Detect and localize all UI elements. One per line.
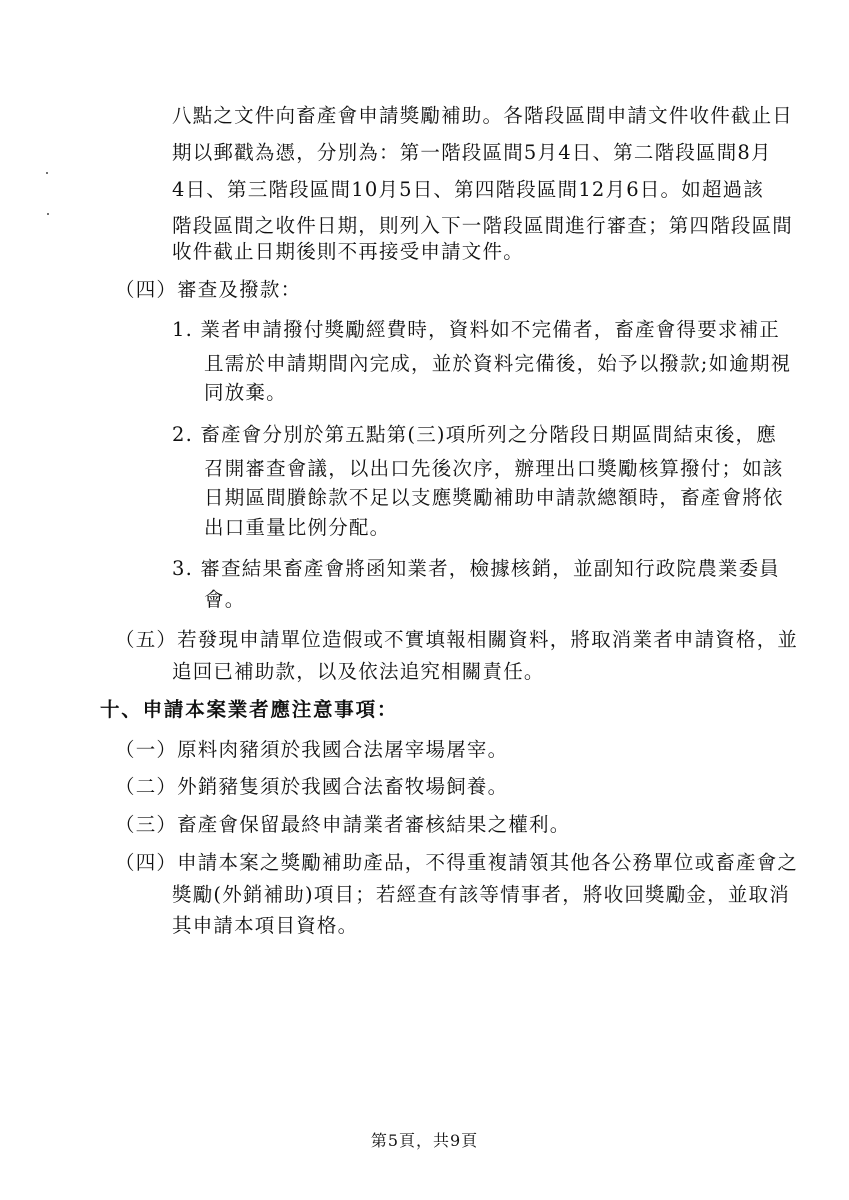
paragraph-line: 出口重量比例分配。 — [204, 516, 391, 539]
paragraph-line: 4日、第三階段區間10月5日、第四階段區間12月6日。如超過該 — [172, 178, 765, 201]
scan-speck — [47, 213, 49, 215]
paragraph-line: 日期區間賸餘款不足以支應獎勵補助申請款總額時，畜產會將依 — [204, 486, 784, 509]
page-number-footer: 第5頁，共9頁 — [370, 1131, 479, 1150]
paragraph-line: 階段區間之收件日期，則列入下一階段區間進行審查；第四階段區間 — [172, 214, 794, 237]
paragraph-line: 召開審查會議，以出口先後次序，辦理出口獎勵核算撥付；如該 — [204, 457, 784, 480]
list-item-1: 1. 業者申請撥付獎勵經費時，資料如不完備者，畜產會得要求補正 — [172, 318, 781, 341]
notice-item-4: （四）申請本案之獎勵補助產品，不得重複請領其他各公務單位或畜產會之 — [115, 851, 799, 874]
list-item-2: 2. 畜產會分別於第五點第(三)項所列之分階段日期區間結束後，應 — [172, 423, 777, 446]
paragraph-line: 追回已補助款，以及依法追究相關責任。 — [172, 660, 545, 683]
notice-item-3: （三）畜產會保留最終申請業者審核結果之權利。 — [115, 813, 571, 836]
paragraph-line: 期以郵戳為憑，分別為：第一階段區間5月4日、第二階段區間8月 — [172, 141, 772, 164]
chapter-heading-10: 十、申請本案業者應注意事項： — [100, 698, 399, 721]
paragraph-line: 會。 — [204, 588, 246, 611]
paragraph-line: 獎勵(外銷補助)項目；若經查有該等情事者，將收回獎勵金，並取消 — [172, 883, 790, 906]
section-heading-5: （五）若發現申請單位造假或不實填報相關資料，將取消業者申請資格，並 — [115, 628, 799, 651]
scan-speck — [46, 172, 48, 174]
notice-item-1: （一）原料肉豬須於我國合法屠宰場屠宰。 — [115, 738, 509, 761]
notice-item-2: （二）外銷豬隻須於我國合法畜牧場飼養。 — [115, 775, 509, 798]
paragraph-line: 收件截止日期後則不再接受申請文件。 — [172, 240, 524, 263]
paragraph-line: 其申請本項目資格。 — [172, 914, 359, 937]
paragraph-line: 同放棄。 — [204, 381, 287, 404]
paragraph-line: 且需於申請期間內完成，並於資料完備後，始予以撥款;如逾期視 — [204, 352, 792, 375]
section-heading-4: （四）審查及撥款： — [115, 278, 302, 301]
paragraph-line: 八點之文件向畜產會申請獎勵補助。各階段區間申請文件收件截止日 — [172, 104, 794, 127]
list-item-3: 3. 審查結果畜產會將函知業者，檢據核銷，並副知行政院農業委員 — [172, 557, 781, 580]
